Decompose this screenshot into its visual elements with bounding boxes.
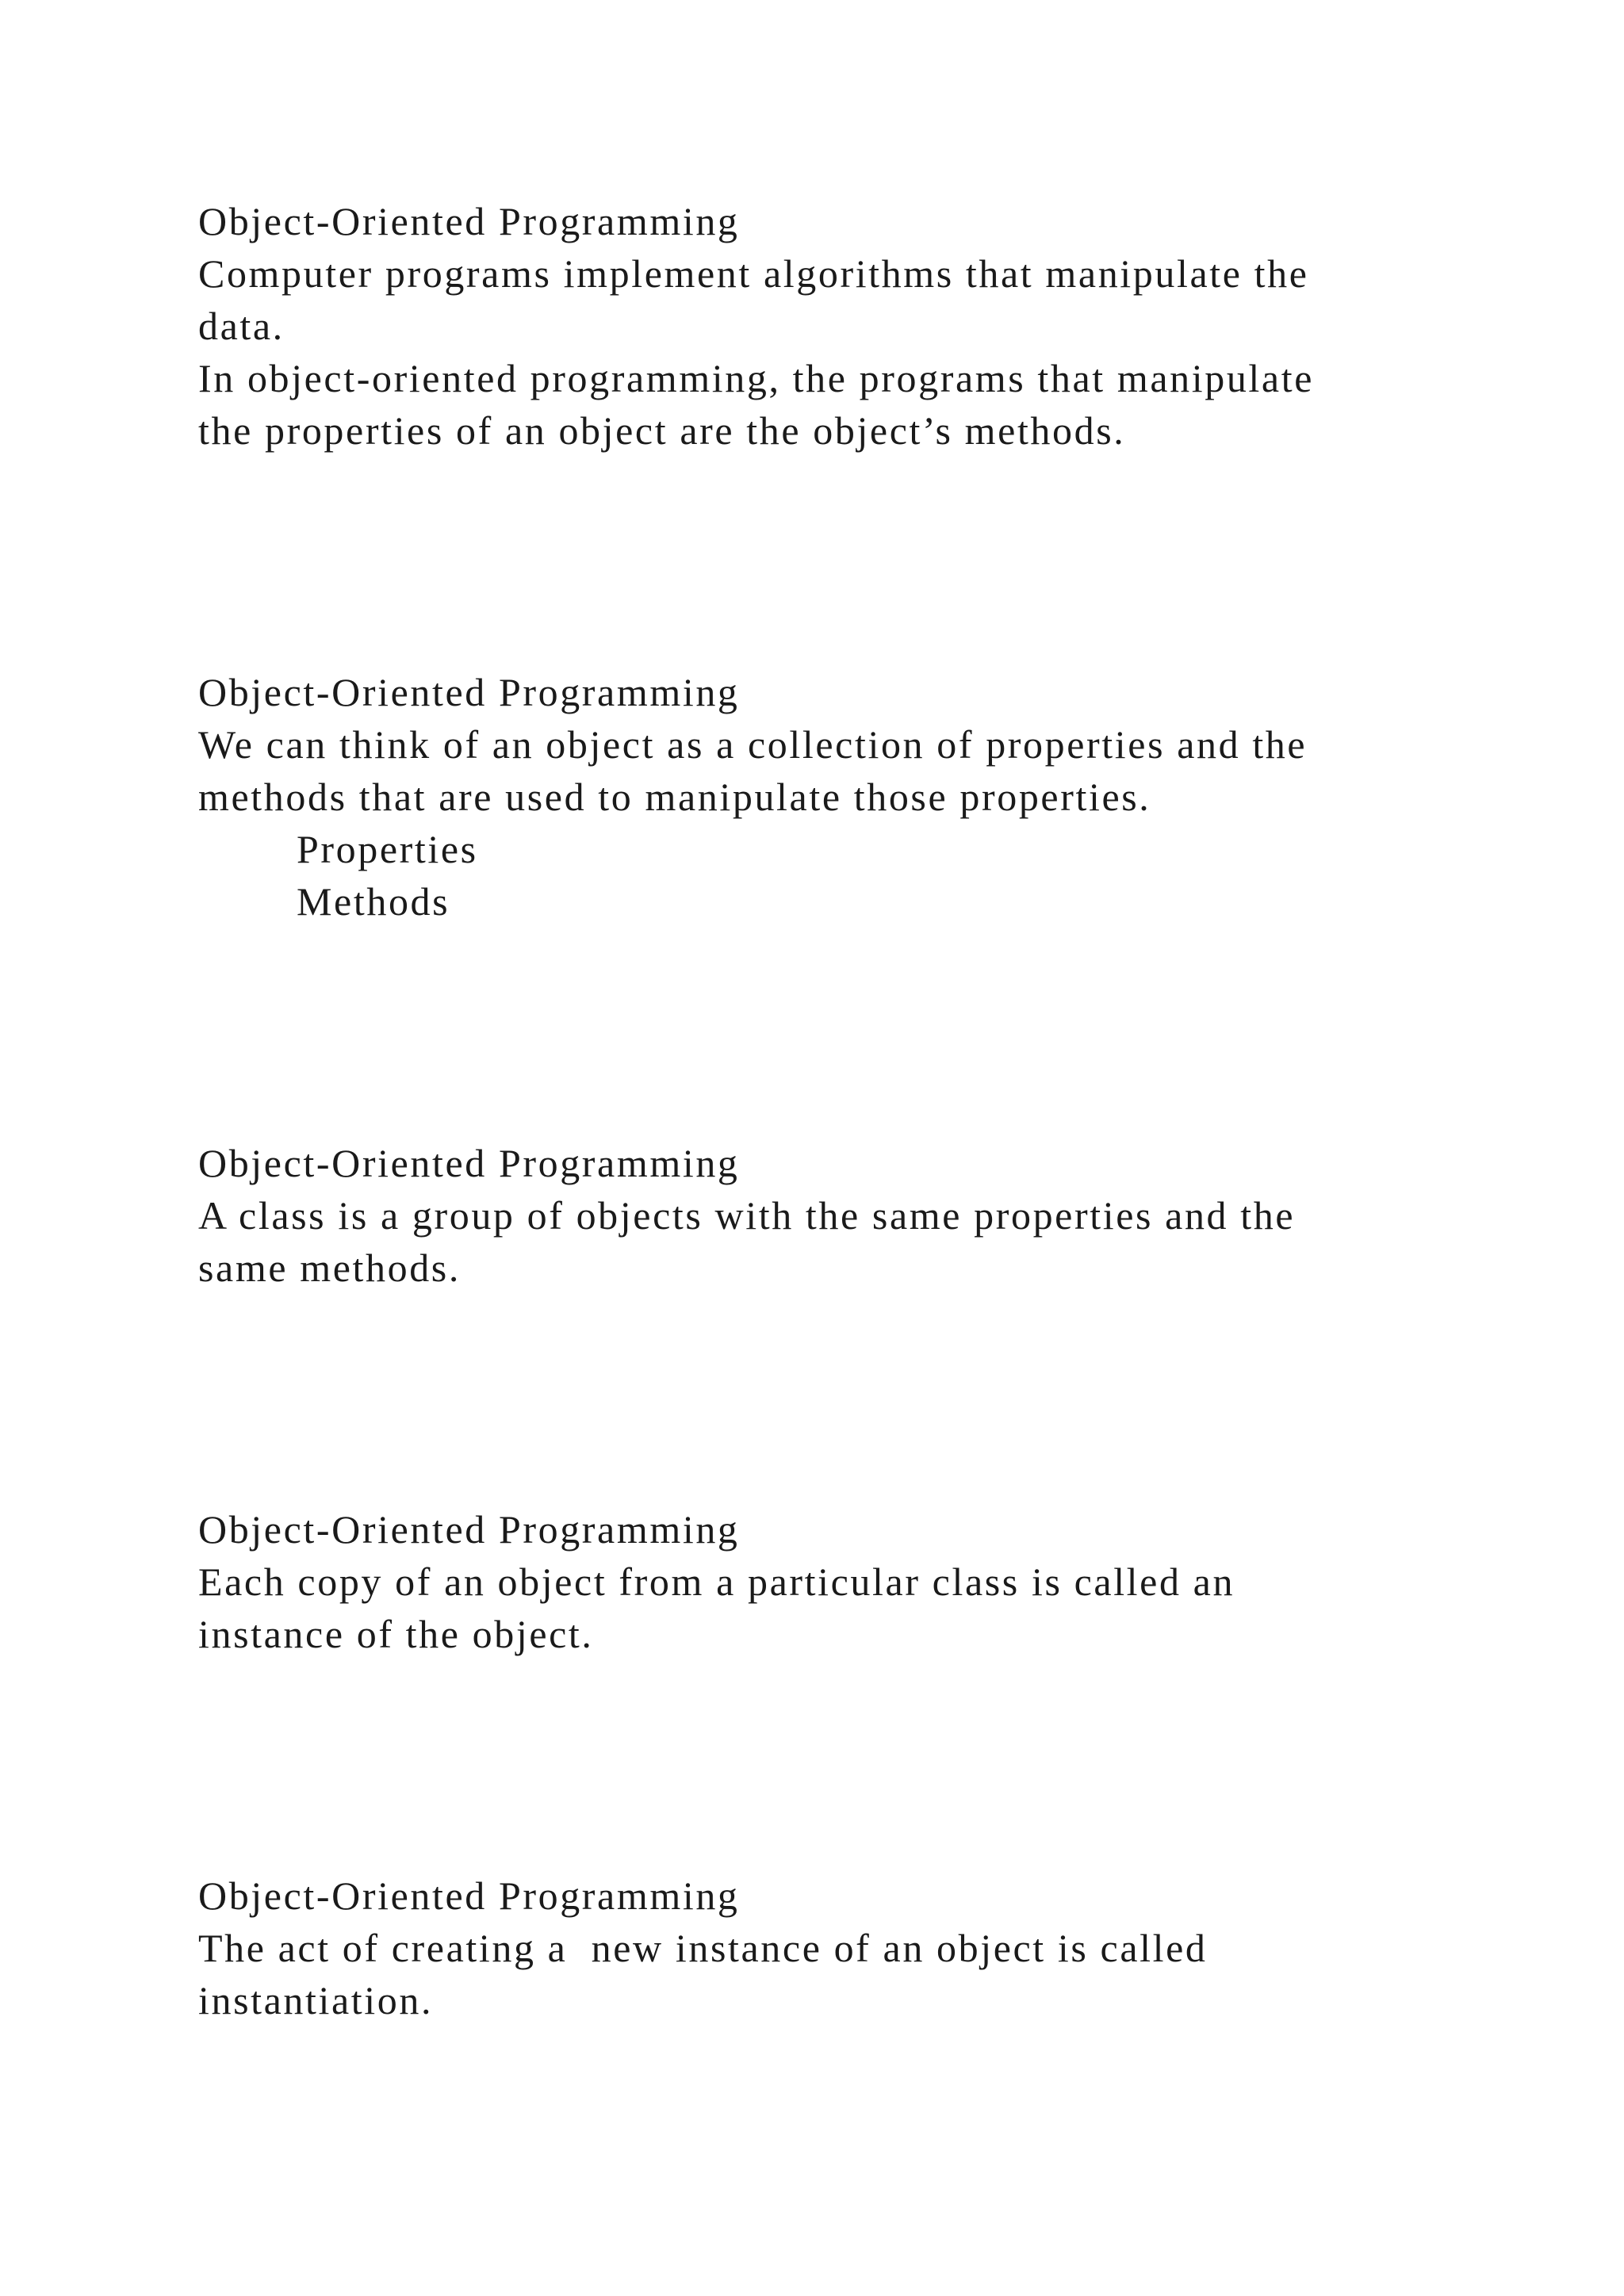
list-item-properties: Properties [297, 827, 478, 871]
body-line: Computer programs implement algorithms that manipulate the [198, 251, 1309, 296]
body-line: data. [198, 304, 285, 348]
body-line: instantiation. [198, 1978, 434, 2022]
body-line: same methods. [198, 1246, 461, 1290]
body-line: Each copy of an object from a particular class is called an [198, 1559, 1235, 1604]
list-item-methods: Methods [297, 879, 450, 924]
body-line: In object-oriented programming, the programs that manipulate [198, 356, 1315, 400]
body-line: We can think of an object as a collection of properties and the [198, 722, 1308, 767]
section-heading: Object-Oriented Programming [198, 1141, 740, 1185]
section-heading: Object-Oriented Programming [198, 1507, 740, 1552]
body-line: The act of creating a new instance of an object is called [198, 1926, 1208, 1970]
section-heading: Object-Oriented Programming [198, 670, 740, 714]
section-heading: Object-Oriented Programming [198, 1873, 740, 1918]
section-heading: Object-Oriented Programming [198, 199, 740, 243]
body-line: the properties of an object are the object’s methods. [198, 408, 1126, 453]
body-line: A class is a group of objects with the same properties and the [198, 1193, 1296, 1238]
body-line: instance of the object. [198, 1612, 594, 1656]
body-line: methods that are used to manipulate those properties. [198, 775, 1151, 819]
